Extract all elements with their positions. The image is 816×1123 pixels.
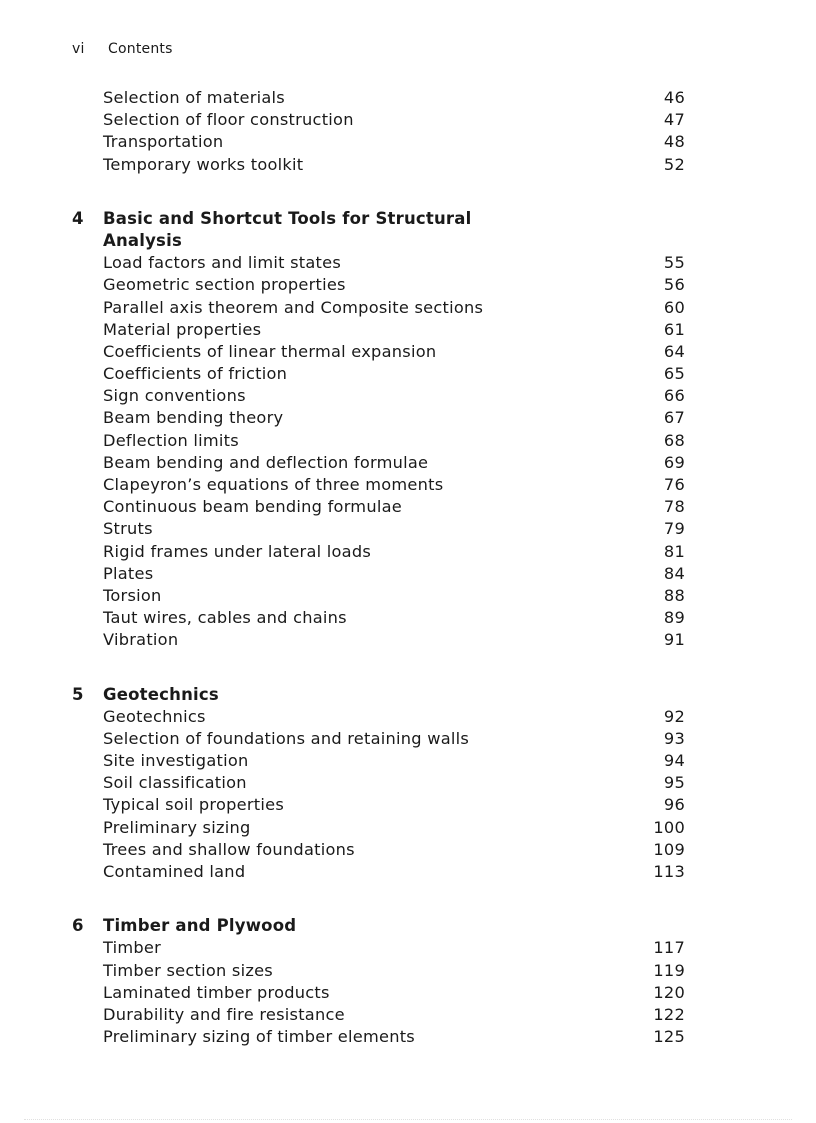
chapter-section — [0, 915, 816, 1048]
toc-entry[interactable] — [0, 452, 816, 474]
toc-entry-title: Soil classification — [103, 773, 247, 793]
toc-entry-page-number: 61 — [663, 319, 685, 339]
toc-entry-title: Vibration — [103, 630, 179, 650]
toc-entry[interactable] — [0, 474, 816, 496]
toc-entry[interactable] — [0, 629, 816, 651]
toc-entry-title: Load factors and limit states — [103, 253, 342, 273]
toc-entry-title: Struts — [103, 519, 153, 539]
toc-entry-page-number: 93 — [663, 728, 685, 748]
chapter-number: 4 — [72, 208, 84, 228]
chapter-heading[interactable] — [0, 915, 816, 937]
toc-entry-page-number: 89 — [663, 608, 685, 628]
toc-entry-page-number: 91 — [663, 630, 685, 650]
chapter-heading[interactable] — [0, 208, 816, 252]
toc-entry[interactable] — [0, 982, 816, 1004]
toc-entry[interactable] — [0, 297, 816, 319]
toc-entry[interactable] — [0, 518, 816, 540]
toc-entry[interactable] — [0, 385, 816, 407]
toc-entry-page-number: 109 — [653, 839, 685, 859]
toc-entry-title: Contamined land — [103, 862, 246, 882]
toc-entry-title: Beam bending theory — [103, 408, 284, 428]
toc-entry-page-number: 92 — [663, 706, 685, 726]
toc-entry-title: Selection of materials — [103, 88, 285, 107]
chapter-heading[interactable] — [0, 684, 816, 706]
toc-entry-page-number: 113 — [653, 862, 685, 882]
page-folio: vi — [72, 41, 85, 57]
toc-entry[interactable] — [0, 363, 816, 385]
toc-entry-page-number: 76 — [663, 475, 685, 495]
toc-entry-title: Torsion — [103, 585, 162, 605]
toc-entry-title: Sign conventions — [103, 386, 246, 406]
toc-entry-title: Typical soil properties — [103, 795, 285, 815]
toc-entry-title: Temporary works toolkit — [103, 154, 304, 174]
chapter-title: Geotechnics — [103, 684, 219, 704]
toc-entry-page-number: 100 — [653, 817, 685, 837]
toc-entry[interactable] — [0, 706, 816, 728]
toc-entry-page-number: 56 — [663, 275, 685, 295]
toc-entry-page-number: 79 — [663, 519, 685, 539]
chapter-title: Timber and Plywood — [103, 916, 297, 936]
toc-entry[interactable] — [0, 1026, 816, 1048]
chapter-list — [0, 208, 816, 1049]
toc-entry-title: Continuous beam bending formulae — [103, 497, 402, 517]
toc-entry[interactable] — [0, 319, 816, 341]
toc-entry[interactable] — [0, 563, 816, 585]
toc-entry[interactable] — [0, 430, 816, 452]
toc-entry-page-number: 95 — [663, 773, 685, 793]
chapter-section — [0, 208, 816, 652]
toc-entry[interactable] — [0, 607, 816, 629]
toc-entry-title: Timber — [103, 938, 162, 958]
toc-entry-title: Plates — [103, 563, 154, 583]
toc-entry-page-number: 65 — [663, 364, 685, 384]
toc-entry-page-number: 69 — [663, 452, 685, 472]
chapter-number: 5 — [72, 684, 84, 704]
toc-entry[interactable] — [0, 407, 816, 429]
toc-entry-title: Deflection limits — [103, 430, 239, 450]
toc-entry-page-number: 48 — [663, 132, 685, 152]
toc-entry[interactable] — [0, 794, 816, 816]
toc-entry[interactable] — [0, 274, 816, 296]
toc-entry-page-number: 122 — [653, 1005, 685, 1024]
continued-entries — [0, 87, 816, 176]
toc-entry-title: Durability and fire resistance — [103, 1005, 345, 1024]
toc-entry-page-number: 47 — [663, 110, 685, 130]
toc-entry-title: Beam bending and deflection formulae — [103, 452, 429, 472]
toc-entry[interactable] — [0, 772, 816, 794]
toc-entry-title: Site investigation — [103, 751, 249, 771]
toc-entry-title: Laminated timber products — [103, 982, 330, 1002]
toc-entry[interactable] — [0, 109, 816, 131]
toc-entry-page-number: 46 — [663, 88, 685, 107]
toc-entry[interactable] — [0, 937, 816, 959]
toc-entry-page-number: 120 — [653, 982, 685, 1002]
chapter-title: Basic and Shortcut Tools for Structural Analysis — [103, 208, 472, 250]
toc-entry-page-number: 125 — [653, 1027, 685, 1047]
toc-entry[interactable] — [0, 585, 816, 607]
toc-entry-page-number: 84 — [663, 563, 685, 583]
toc-entry-page-number: 55 — [663, 253, 685, 273]
toc-entry[interactable] — [0, 341, 816, 363]
toc-entry[interactable] — [0, 541, 816, 563]
page-bottom-divider — [24, 1119, 792, 1120]
running-header-title: Contents — [108, 41, 173, 57]
toc-entry-title: Parallel axis theorem and Composite sections — [103, 297, 484, 317]
toc-entry[interactable] — [0, 960, 816, 982]
toc-entry[interactable] — [0, 131, 816, 153]
toc-entry-page-number: 52 — [663, 154, 685, 174]
toc-entry-title: Coefficients of friction — [103, 364, 288, 384]
running-header — [72, 41, 173, 57]
toc-entry-title: Clapeyron’s equations of three moments — [103, 475, 444, 495]
toc-entry[interactable] — [0, 154, 816, 176]
toc-entry-title: Preliminary sizing — [103, 817, 251, 837]
toc-entry-page-number: 117 — [653, 938, 685, 958]
toc-entry-title: Material properties — [103, 319, 262, 339]
toc-entry[interactable] — [0, 839, 816, 861]
toc-entry-title: Trees and shallow foundations — [103, 839, 355, 859]
toc-entry[interactable] — [0, 252, 816, 274]
toc-entry-title: Coefficients of linear thermal expansion — [103, 341, 437, 361]
chapter-number: 6 — [72, 916, 84, 936]
toc-entry[interactable] — [0, 87, 816, 109]
toc-entry-page-number: 68 — [663, 430, 685, 450]
toc-entry-page-number: 94 — [663, 751, 685, 771]
toc-entry-title: Rigid frames under lateral loads — [103, 541, 372, 561]
toc-entry[interactable] — [0, 496, 816, 518]
toc-entry-page-number: 64 — [663, 341, 685, 361]
toc-entry-page-number: 78 — [663, 497, 685, 517]
toc-entry-title: Preliminary sizing of timber elements — [103, 1027, 415, 1047]
toc-entry-page-number: 119 — [653, 960, 685, 980]
toc-entry-title: Selection of foundations and retaining walls — [103, 728, 470, 748]
chapter-section — [0, 684, 816, 884]
table-of-contents — [0, 87, 816, 1048]
toc-entry-title: Selection of floor construction — [103, 110, 354, 130]
toc-entry[interactable] — [0, 728, 816, 750]
toc-entry-title: Timber section sizes — [103, 960, 273, 980]
toc-entry-title: Geotechnics — [103, 706, 206, 726]
toc-entry-title: Transportation — [103, 132, 224, 152]
toc-entry-title: Geometric section properties — [103, 275, 346, 295]
toc-entry-page-number: 60 — [663, 297, 685, 317]
toc-entry-title: Taut wires, cables and chains — [103, 608, 347, 628]
toc-entry[interactable] — [0, 861, 816, 883]
toc-entry-page-number: 88 — [663, 585, 685, 605]
toc-entry-page-number: 67 — [663, 408, 685, 428]
toc-entry[interactable] — [0, 750, 816, 772]
toc-entry[interactable] — [0, 1004, 816, 1026]
toc-entry-page-number: 81 — [663, 541, 685, 561]
toc-entry-page-number: 96 — [663, 795, 685, 815]
toc-entry-page-number: 66 — [663, 386, 685, 406]
toc-entry[interactable] — [0, 817, 816, 839]
